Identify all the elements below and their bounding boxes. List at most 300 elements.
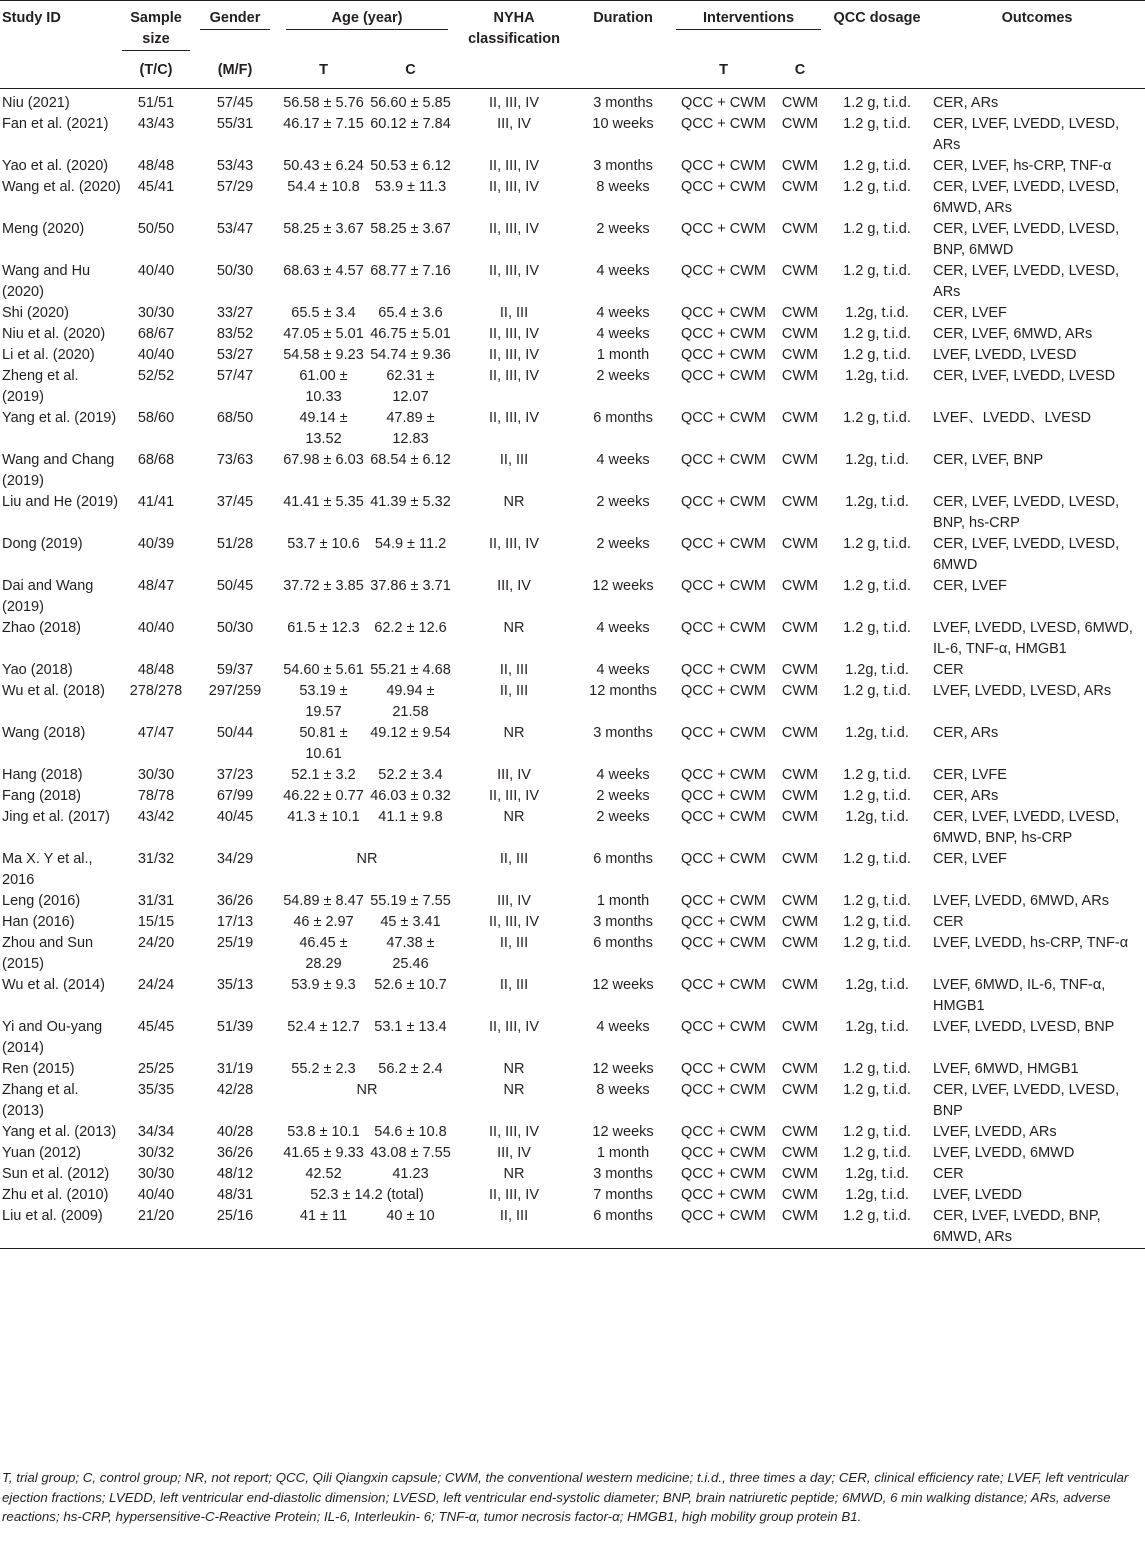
cell-study-id: Yi and Ou-yang (2014) <box>2 1019 103 1056</box>
cell-study-id: Meng (2020) <box>2 221 85 237</box>
cell-intervention-c: CWM <box>781 95 819 111</box>
cell-sample-size: 47/47 <box>137 725 175 741</box>
cell-intervention-t: QCC + CWM <box>681 893 766 909</box>
cell-qcc-dosage: 1.2g, t.i.d. <box>845 305 909 321</box>
cell-age-c: 41.1 ± 9.8 <box>378 809 443 825</box>
table-row <box>0 89 1145 115</box>
cell-qcc-dosage: 1.2 g, t.i.d. <box>843 179 911 195</box>
table-row <box>0 156 1145 177</box>
cell-outcomes: LVEF, LVEDD, ARs <box>933 1124 1057 1140</box>
cell-nyha: II, III, IV <box>489 536 539 552</box>
cell-intervention-c: CWM <box>781 620 819 636</box>
cell-nyha: NR <box>503 1061 525 1077</box>
cell-nyha: III, IV <box>497 767 531 783</box>
cell-nyha: II, III, IV <box>489 1187 539 1203</box>
cell-gender: 42/28 <box>216 1082 254 1098</box>
cell-qcc-dosage: 1.2 g, t.i.d. <box>843 914 911 930</box>
table-row <box>0 681 1145 723</box>
cell-duration: 3 months <box>593 158 653 174</box>
cell-sample-size: 40/39 <box>137 536 175 552</box>
cell-intervention-c: CWM <box>781 116 819 132</box>
header-age-c: C <box>405 62 416 78</box>
cell-qcc-dosage: 1.2 g, t.i.d. <box>843 410 911 426</box>
cell-nyha: II, III, IV <box>489 95 539 111</box>
cell-intervention-t: QCC + CWM <box>681 221 766 237</box>
table-row <box>0 1206 1145 1249</box>
header-row-1 <box>0 1 1145 58</box>
cell-age-t: 56.58 ± 5.76 <box>283 95 364 111</box>
cell-age-c: 54.74 ± 9.36 <box>370 347 451 363</box>
cell-duration: 8 weeks <box>596 1082 650 1098</box>
cell-outcomes: CER, ARs <box>933 725 999 741</box>
cell-intervention-c: CWM <box>781 809 819 825</box>
table-row <box>0 660 1145 681</box>
cell-outcomes: CER, LVEF, LVEDD, LVESD, ARs <box>933 116 1120 153</box>
cell-nyha: III, IV <box>497 1145 531 1161</box>
cell-duration: 2 weeks <box>596 494 650 510</box>
cell-age-c: 40 ± 10 <box>386 1208 435 1224</box>
cell-sample-size: 30/30 <box>137 1166 175 1182</box>
cell-study-id: Yuan (2012) <box>2 1145 82 1161</box>
cell-outcomes: CER, LVEF <box>933 851 1007 867</box>
cell-intervention-t: QCC + CWM <box>681 977 766 993</box>
cell-study-id: Dai and Wang (2019) <box>2 578 94 615</box>
cell-qcc-dosage: 1.2 g, t.i.d. <box>843 578 911 594</box>
cell-qcc-dosage: 1.2 g, t.i.d. <box>843 95 911 111</box>
cell-intervention-c: CWM <box>781 578 819 594</box>
cell-intervention-t: QCC + CWM <box>681 620 766 636</box>
cell-gender: 40/28 <box>216 1124 254 1140</box>
cell-duration: 1 month <box>596 893 650 909</box>
cell-intervention-t: QCC + CWM <box>681 494 766 510</box>
header-age-t: T <box>319 62 328 78</box>
cell-nyha: II, III, IV <box>489 221 539 237</box>
table-row <box>0 1185 1145 1206</box>
header-interventions-label: Interventions <box>676 8 821 30</box>
cell-gender: 25/16 <box>216 1208 254 1224</box>
cell-age-t: 55.2 ± 2.3 <box>291 1061 356 1077</box>
cell-intervention-t: QCC + CWM <box>681 1082 766 1098</box>
table-row <box>0 345 1145 366</box>
cell-intervention-c: CWM <box>781 1208 819 1224</box>
cell-qcc-dosage: 1.2 g, t.i.d. <box>843 788 911 804</box>
cell-outcomes: LVEF, LVEDD, LVESD, 6MWD, IL-6, TNF-α, HMGB1 <box>933 620 1133 657</box>
cell-qcc-dosage: 1.2 g, t.i.d. <box>843 116 911 132</box>
cell-intervention-t: QCC + CWM <box>681 1166 766 1182</box>
cell-age-c: 45 ± 3.41 <box>380 914 441 930</box>
cell-sample-size: 48/47 <box>137 578 175 594</box>
cell-study-id: Yang et al. (2019) <box>2 410 117 426</box>
header-blank-1 <box>0 57 122 89</box>
cell-gender: 57/45 <box>216 95 254 111</box>
cell-sample-size: 48/48 <box>137 662 175 678</box>
cell-intervention-c: CWM <box>781 893 819 909</box>
cell-age-t: 41.3 ± 10.1 <box>287 809 360 825</box>
header-gender <box>190 1 280 58</box>
cell-gender: 53/27 <box>216 347 254 363</box>
table-row <box>0 1017 1145 1059</box>
cell-intervention-t: QCC + CWM <box>681 1145 766 1161</box>
cell-study-id: Zhou and Sun (2015) <box>2 935 94 972</box>
cell-gender: 36/26 <box>216 1145 254 1161</box>
cell-nyha: II, III, IV <box>489 410 539 426</box>
cell-nyha: II, III, IV <box>489 179 539 195</box>
cell-intervention-c: CWM <box>781 263 819 279</box>
cell-study-id: Sun et al. (2012) <box>2 1166 110 1182</box>
cell-sample-size: 15/15 <box>137 914 175 930</box>
cell-age-c: 49.94 ± 21.58 <box>386 683 435 720</box>
header-sample-size <box>122 1 190 58</box>
cell-gender: 35/13 <box>216 977 254 993</box>
cell-gender: 25/19 <box>216 935 254 951</box>
cell-outcomes: LVEF, LVEDD, 6MWD <box>933 1145 1075 1161</box>
cell-nyha: II, III <box>499 1208 529 1224</box>
cell-outcomes: LVEF, LVEDD, LVESD <box>933 347 1077 363</box>
cell-nyha: NR <box>503 725 525 741</box>
cell-intervention-c: CWM <box>781 662 819 678</box>
cell-intervention-t: QCC + CWM <box>681 914 766 930</box>
cell-qcc-dosage: 1.2g, t.i.d. <box>845 1166 909 1182</box>
cell-age-c: 56.60 ± 5.85 <box>370 95 451 111</box>
cell-study-id: Ma X. Y et al., 2016 <box>2 851 93 888</box>
cell-gender: 37/45 <box>216 494 254 510</box>
cell-outcomes: CER, LVFE <box>933 767 1007 783</box>
cell-qcc-dosage: 1.2 g, t.i.d. <box>843 1061 911 1077</box>
cell-sample-size: 30/30 <box>137 767 175 783</box>
cell-intervention-t: QCC + CWM <box>681 536 766 552</box>
cell-qcc-dosage: 1.2 g, t.i.d. <box>843 683 911 699</box>
header-study-id: Study ID <box>2 10 61 26</box>
cell-outcomes: CER, LVEF, BNP <box>933 452 1044 468</box>
cell-qcc-dosage: 1.2 g, t.i.d. <box>843 326 911 342</box>
cell-study-id: Wang and Chang (2019) <box>2 452 115 489</box>
cell-gender: 297/259 <box>208 683 262 699</box>
cell-intervention-c: CWM <box>781 1187 819 1203</box>
cell-age-c: 55.19 ± 7.55 <box>370 893 451 909</box>
cell-gender: 31/19 <box>216 1061 254 1077</box>
cell-qcc-dosage: 1.2g, t.i.d. <box>845 1187 909 1203</box>
cell-qcc-dosage: 1.2 g, t.i.d. <box>843 1208 911 1224</box>
cell-study-id: Yao et al. (2020) <box>2 158 109 174</box>
cell-age-c: 41.23 <box>392 1166 429 1182</box>
cell-study-id: Zheng et al. (2019) <box>2 368 79 405</box>
cell-outcomes: LVEF、LVEDD、LVESD <box>933 410 1091 426</box>
header-blank-3 <box>574 57 672 89</box>
table-row <box>0 849 1145 891</box>
cell-age-t: 67.98 ± 6.03 <box>283 452 364 468</box>
cell-duration: 4 weeks <box>596 662 650 678</box>
cell-gender: 17/13 <box>216 914 254 930</box>
cell-age-c: 65.4 ± 3.6 <box>378 305 443 321</box>
cell-study-id: Li et al. (2020) <box>2 347 95 363</box>
cell-intervention-c: CWM <box>781 1166 819 1182</box>
cell-age-c: 62.31 ± 12.07 <box>386 368 435 405</box>
cell-intervention-c: CWM <box>781 452 819 468</box>
cell-outcomes: CER, LVEF, 6MWD, ARs <box>933 326 1093 342</box>
cell-gender: 83/52 <box>216 326 254 342</box>
cell-age-c: 46.75 ± 5.01 <box>370 326 451 342</box>
cell-duration: 6 months <box>593 1208 653 1224</box>
table-row <box>0 1122 1145 1143</box>
cell-gender: 59/37 <box>216 662 254 678</box>
cell-age-c: 55.21 ± 4.68 <box>370 662 451 678</box>
cell-intervention-t: QCC + CWM <box>681 725 766 741</box>
cell-intervention-c: CWM <box>781 368 819 384</box>
cell-qcc-dosage: 1.2 g, t.i.d. <box>843 1082 911 1098</box>
cell-qcc-dosage: 1.2 g, t.i.d. <box>843 1145 911 1161</box>
cell-duration: 12 weeks <box>592 1061 654 1077</box>
cell-age-c: 43.08 ± 7.55 <box>370 1145 451 1161</box>
cell-intervention-t: QCC + CWM <box>681 326 766 342</box>
cell-qcc-dosage: 1.2g, t.i.d. <box>845 452 909 468</box>
cell-age-t: 52.4 ± 12.7 <box>287 1019 360 1035</box>
cell-age-c: 50.53 ± 6.12 <box>370 158 451 174</box>
table-row <box>0 261 1145 303</box>
cell-study-id: Zhang et al. (2013) <box>2 1082 79 1119</box>
cell-qcc-dosage: 1.2 g, t.i.d. <box>843 536 911 552</box>
table-row <box>0 1080 1145 1122</box>
cell-sample-size: 40/40 <box>137 263 175 279</box>
table-row <box>0 807 1145 849</box>
cell-gender: 51/39 <box>216 1019 254 1035</box>
table-row <box>0 1164 1145 1185</box>
cell-sample-size: 40/40 <box>137 347 175 363</box>
cell-intervention-c: CWM <box>781 977 819 993</box>
cell-study-id: Yao (2018) <box>2 662 73 678</box>
cell-qcc-dosage: 1.2g, t.i.d. <box>845 662 909 678</box>
cell-qcc-dosage: 1.2 g, t.i.d. <box>843 935 911 951</box>
cell-duration: 6 months <box>593 935 653 951</box>
cell-outcomes: CER, LVEF <box>933 578 1007 594</box>
cell-intervention-t: QCC + CWM <box>681 851 766 867</box>
cell-qcc-dosage: 1.2 g, t.i.d. <box>843 158 911 174</box>
cell-outcomes: CER, LVEF, LVEDD, LVESD, 6MWD, ARs <box>933 179 1120 216</box>
cell-intervention-c: CWM <box>781 221 819 237</box>
cell-sample-size: 51/51 <box>137 95 175 111</box>
cell-age-t: 53.19 ± 19.57 <box>299 683 348 720</box>
cell-intervention-c: CWM <box>781 305 819 321</box>
cell-qcc-dosage: 1.2g, t.i.d. <box>845 368 909 384</box>
header-nyha: NYHA classification <box>468 10 560 47</box>
cell-outcomes: CER, LVEF, LVEDD, LVESD <box>933 368 1116 384</box>
cell-gender: 50/45 <box>216 578 254 594</box>
cell-qcc-dosage: 1.2 g, t.i.d. <box>843 620 911 636</box>
cell-outcomes: CER, LVEF <box>933 305 1007 321</box>
cell-sample-size: 24/24 <box>137 977 175 993</box>
cell-age-c: 54.9 ± 11.2 <box>374 536 447 552</box>
cell-intervention-t: QCC + CWM <box>681 767 766 783</box>
cell-nyha: II, III, IV <box>489 263 539 279</box>
table-row <box>0 786 1145 807</box>
header-blank-4 <box>825 57 929 89</box>
cell-study-id: Ren (2015) <box>2 1061 75 1077</box>
cell-duration: 6 months <box>593 851 653 867</box>
cell-intervention-t: QCC + CWM <box>681 662 766 678</box>
header-int-c: C <box>794 62 806 78</box>
cell-intervention-c: CWM <box>781 410 819 426</box>
cell-nyha: II, III <box>499 305 529 321</box>
cell-sample-size: 278/278 <box>129 683 183 699</box>
cell-intervention-t: QCC + CWM <box>681 410 766 426</box>
cell-duration: 2 weeks <box>596 809 650 825</box>
cell-gender: 68/50 <box>216 410 254 426</box>
cell-age-t: 47.05 ± 5.01 <box>283 326 364 342</box>
cell-gender: 57/47 <box>216 368 254 384</box>
cell-study-id: Zhao (2018) <box>2 620 81 636</box>
cell-age-c: 56.2 ± 2.4 <box>378 1061 443 1077</box>
cell-qcc-dosage: 1.2g, t.i.d. <box>845 977 909 993</box>
cell-intervention-c: CWM <box>781 494 819 510</box>
cell-age-t: 46 ± 2.97 <box>293 914 354 930</box>
cell-study-id: Fang (2018) <box>2 788 81 804</box>
cell-intervention-t: QCC + CWM <box>681 1208 766 1224</box>
cell-age-c: 52.2 ± 3.4 <box>378 767 443 783</box>
cell-nyha: III, IV <box>497 893 531 909</box>
cell-intervention-c: CWM <box>781 536 819 552</box>
cell-outcomes: CER, ARs <box>933 788 999 804</box>
table-row <box>0 912 1145 933</box>
cell-duration: 12 weeks <box>592 977 654 993</box>
header-age <box>280 1 454 58</box>
cell-sample-size: 31/31 <box>137 893 175 909</box>
cell-nyha: III, IV <box>497 116 531 132</box>
cell-intervention-t: QCC + CWM <box>681 452 766 468</box>
cell-intervention-c: CWM <box>781 767 819 783</box>
cell-age-t: 53.8 ± 10.1 <box>287 1124 360 1140</box>
cell-intervention-c: CWM <box>781 683 819 699</box>
cell-study-id: Wang et al. (2020) <box>2 179 121 195</box>
cell-age-t: 53.9 ± 9.3 <box>291 977 356 993</box>
table-body <box>0 89 1145 1249</box>
cell-age-t: 50.43 ± 6.24 <box>283 158 364 174</box>
table-row <box>0 366 1145 408</box>
cell-duration: 2 weeks <box>596 788 650 804</box>
cell-intervention-t: QCC + CWM <box>681 578 766 594</box>
cell-gender: 67/99 <box>216 788 254 804</box>
cell-age-t: 42.52 <box>305 1166 342 1182</box>
cell-duration: 1 month <box>596 347 650 363</box>
cell-duration: 4 weeks <box>596 1019 650 1035</box>
table-row <box>0 177 1145 219</box>
cell-duration: 4 weeks <box>596 767 650 783</box>
cell-outcomes: CER, LVEF, LVEDD, LVESD, BNP, 6MWD <box>933 221 1120 258</box>
cell-sample-size: 45/41 <box>137 179 175 195</box>
cell-age-combined: NR <box>356 851 378 867</box>
cell-age-c: 53.9 ± 11.3 <box>374 179 447 195</box>
table-row <box>0 576 1145 618</box>
cell-age-c: 47.89 ± 12.83 <box>386 410 435 447</box>
cell-duration: 3 months <box>593 95 653 111</box>
cell-qcc-dosage: 1.2 g, t.i.d. <box>843 263 911 279</box>
cell-duration: 10 weeks <box>592 116 654 132</box>
cell-sample-size: 68/68 <box>137 452 175 468</box>
cell-age-t: 54.89 ± 8.47 <box>283 893 364 909</box>
cell-study-id: Niu et al. (2020) <box>2 326 106 342</box>
header-duration: Duration <box>593 10 653 26</box>
cell-intervention-c: CWM <box>781 179 819 195</box>
cell-duration: 12 weeks <box>592 578 654 594</box>
cell-duration: 2 weeks <box>596 368 650 384</box>
cell-age-t: 52.1 ± 3.2 <box>291 767 356 783</box>
cell-gender: 36/26 <box>216 893 254 909</box>
cell-age-t: 65.5 ± 3.4 <box>291 305 356 321</box>
cell-sample-size: 48/48 <box>137 158 175 174</box>
cell-outcomes: LVEF, 6MWD, IL-6, TNF-α, HMGB1 <box>933 977 1106 1014</box>
cell-age-c: 52.6 ± 10.7 <box>374 977 447 993</box>
table-row <box>0 534 1145 576</box>
cell-gender: 55/31 <box>216 116 254 132</box>
cell-intervention-t: QCC + CWM <box>681 347 766 363</box>
cell-qcc-dosage: 1.2 g, t.i.d. <box>843 893 911 909</box>
header-blank-5 <box>929 57 1145 89</box>
cell-intervention-t: QCC + CWM <box>681 116 766 132</box>
cell-sample-size: 50/50 <box>137 221 175 237</box>
cell-intervention-c: CWM <box>781 1145 819 1161</box>
cell-gender: 53/47 <box>216 221 254 237</box>
cell-sample-size: 52/52 <box>137 368 175 384</box>
cell-nyha: NR <box>503 809 525 825</box>
header-blank-2 <box>454 57 574 89</box>
header-sample-size-label: Sample size <box>122 8 190 51</box>
cell-nyha: II, III, IV <box>489 788 539 804</box>
cell-intervention-c: CWM <box>781 935 819 951</box>
cell-qcc-dosage: 1.2 g, t.i.d. <box>843 347 911 363</box>
cell-age-t: 49.14 ± 13.52 <box>299 410 348 447</box>
cell-intervention-t: QCC + CWM <box>681 179 766 195</box>
cell-age-c: 41.39 ± 5.32 <box>370 494 451 510</box>
cell-age-t: 54.60 ± 5.61 <box>283 662 364 678</box>
cell-age-t: 41.65 ± 9.33 <box>283 1145 364 1161</box>
cell-age-c: 47.38 ± 25.46 <box>386 935 435 972</box>
cell-study-id: Wang and Hu (2020) <box>2 263 91 300</box>
cell-age-c: 58.25 ± 3.67 <box>370 221 451 237</box>
table-row <box>0 1143 1145 1164</box>
cell-sample-size: 21/20 <box>137 1208 175 1224</box>
cell-nyha: II, III, IV <box>489 326 539 342</box>
header-qcc-dosage: QCC dosage <box>833 10 921 26</box>
header-sample-sub: (T/C) <box>139 62 173 78</box>
cell-gender: 37/23 <box>216 767 254 783</box>
cell-study-id: Han (2016) <box>2 914 75 930</box>
cell-duration: 7 months <box>593 1187 653 1203</box>
cell-age-c: 37.86 ± 3.71 <box>370 578 451 594</box>
cell-age-t: 41.41 ± 5.35 <box>283 494 364 510</box>
cell-age-t: 37.72 ± 3.85 <box>283 578 364 594</box>
cell-intervention-t: QCC + CWM <box>681 1019 766 1035</box>
cell-age-combined: 52.3 ± 14.2 (total) <box>310 1187 424 1203</box>
cell-duration: 8 weeks <box>596 179 650 195</box>
cell-study-id: Hang (2018) <box>2 767 83 783</box>
cell-nyha: II, III <box>499 977 529 993</box>
cell-age-t: 41 ± 11 <box>299 1208 348 1224</box>
cell-qcc-dosage: 1.2g, t.i.d. <box>845 725 909 741</box>
cell-outcomes: CER, LVEF, LVEDD, BNP, 6MWD, ARs <box>933 1208 1101 1245</box>
table-row <box>0 723 1145 765</box>
cell-sample-size: 25/25 <box>137 1061 175 1077</box>
cell-outcomes: CER, LVEF, LVEDD, LVESD, BNP <box>933 1082 1120 1119</box>
cell-study-id: Liu and He (2019) <box>2 494 119 510</box>
cell-duration: 3 months <box>593 725 653 741</box>
cell-nyha: II, III, IV <box>489 158 539 174</box>
cell-intervention-c: CWM <box>781 1082 819 1098</box>
cell-nyha: II, III, IV <box>489 1124 539 1140</box>
cell-qcc-dosage: 1.2 g, t.i.d. <box>843 1124 911 1140</box>
cell-study-id: Wu et al. (2018) <box>2 683 105 699</box>
cell-age-t: 53.7 ± 10.6 <box>287 536 360 552</box>
cell-sample-size: 30/30 <box>137 305 175 321</box>
cell-gender: 40/45 <box>216 809 254 825</box>
cell-age-combined: NR <box>356 1082 378 1098</box>
